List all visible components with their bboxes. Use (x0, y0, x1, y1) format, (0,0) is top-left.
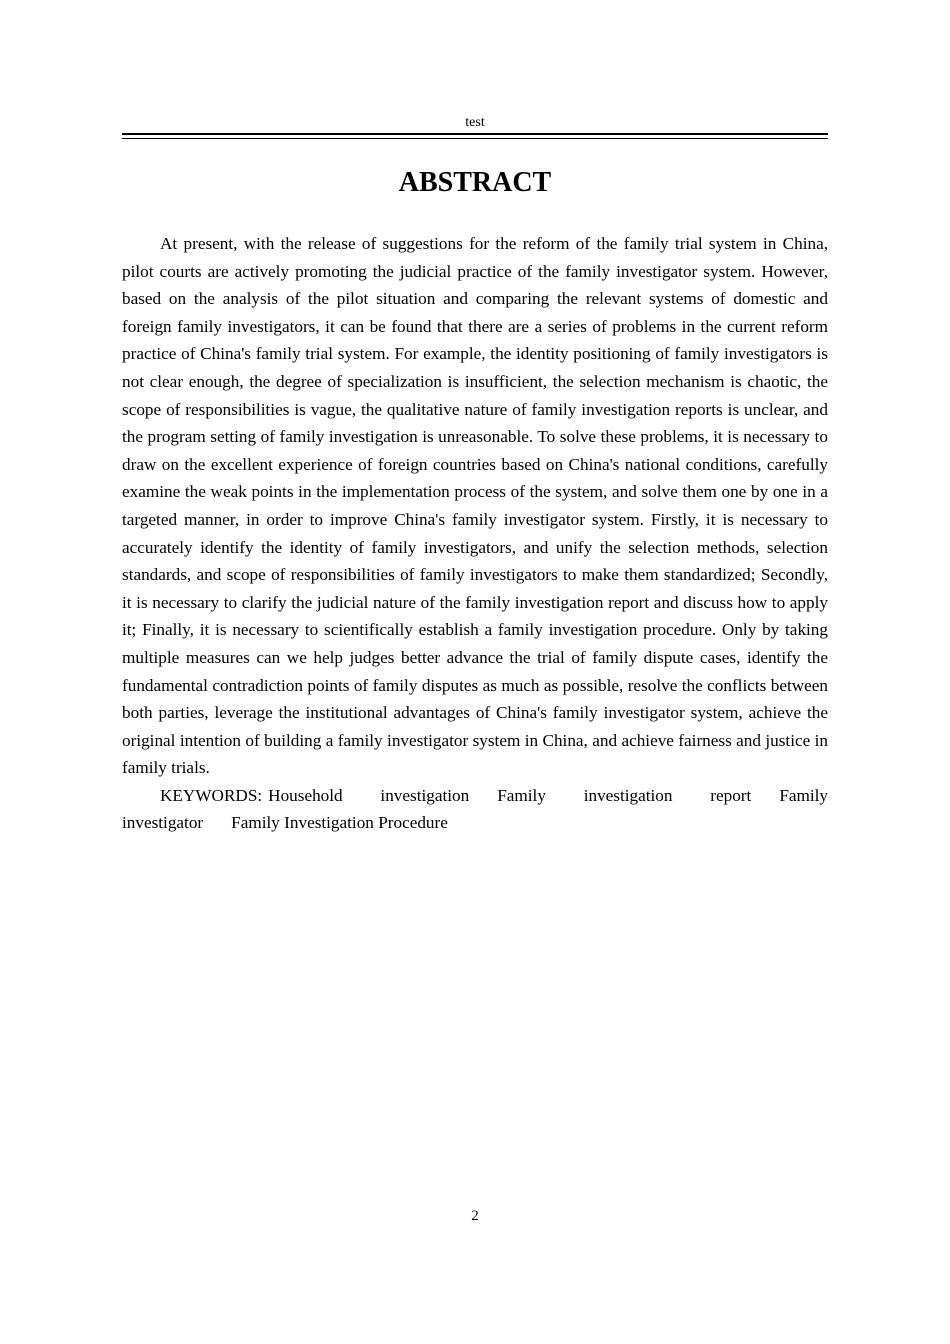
keyword-item: Family Investigation Procedure (231, 813, 448, 833)
keyword-item: Family investigator (122, 785, 829, 833)
document-page (122, 0, 828, 1344)
keywords-line (122, 782, 828, 837)
abstract-paragraph: At present, with the release of suggestions for the reform of the family trial system in China, pilot courts are actively promoting the judicial practice of the family investigator system. However, based on the analysis of the pilot situation and comparing the relevant systems of domestic and foreign family investigators, it can be found that there are a series of problems in the current reform practice of China's family trial system. For example, the identity positioning of family investigators is not clear enough, the degree of specialization is insufficient, the selection mechanism is chaotic, the scope of responsibilities is vague, the qualitative nature of family investigation reports is unclear, and the program setting of family investigation is unreasonable. To solve these problems, it is necessary to draw on the excellent experience of foreign countries based on China's national conditions, carefully examine the weak points in the implementation process of the system, and solve them one by one in a targeted manner, in order to improve China's family investigator system. Firstly, it is necessary to accurately identify the identity of family investigators, and unify the selection methods, selection standards, and scope of responsibilities of family investigators to make them standardized; Secondly, it is necessary to clarify the judicial nature of the family investigation report and discuss how to apply it; Finally, it is necessary to scientifically establish a family investigation procedure. Only by taking multiple measures can we help judges better advance the trial of family dispute cases, identify the fundamental contradiction points of family disputes as much as possible, resolve the conflicts between both parties, leverage the institutional advantages of China's family investigator system, achieve the original intention of building a family investigator system in China, and achieve fairness and justice in family trials. (122, 234, 828, 778)
keyword-item: Family investigation report (497, 785, 752, 805)
header-double-rule (122, 133, 828, 139)
running-header: test (465, 115, 485, 130)
abstract-body (122, 230, 828, 837)
abstract-title: ABSTRACT (398, 167, 552, 198)
keywords-label: KEYWORDS: (160, 785, 263, 805)
keyword-item: Household investigation (268, 785, 470, 805)
page-number: 2 (471, 1208, 479, 1224)
